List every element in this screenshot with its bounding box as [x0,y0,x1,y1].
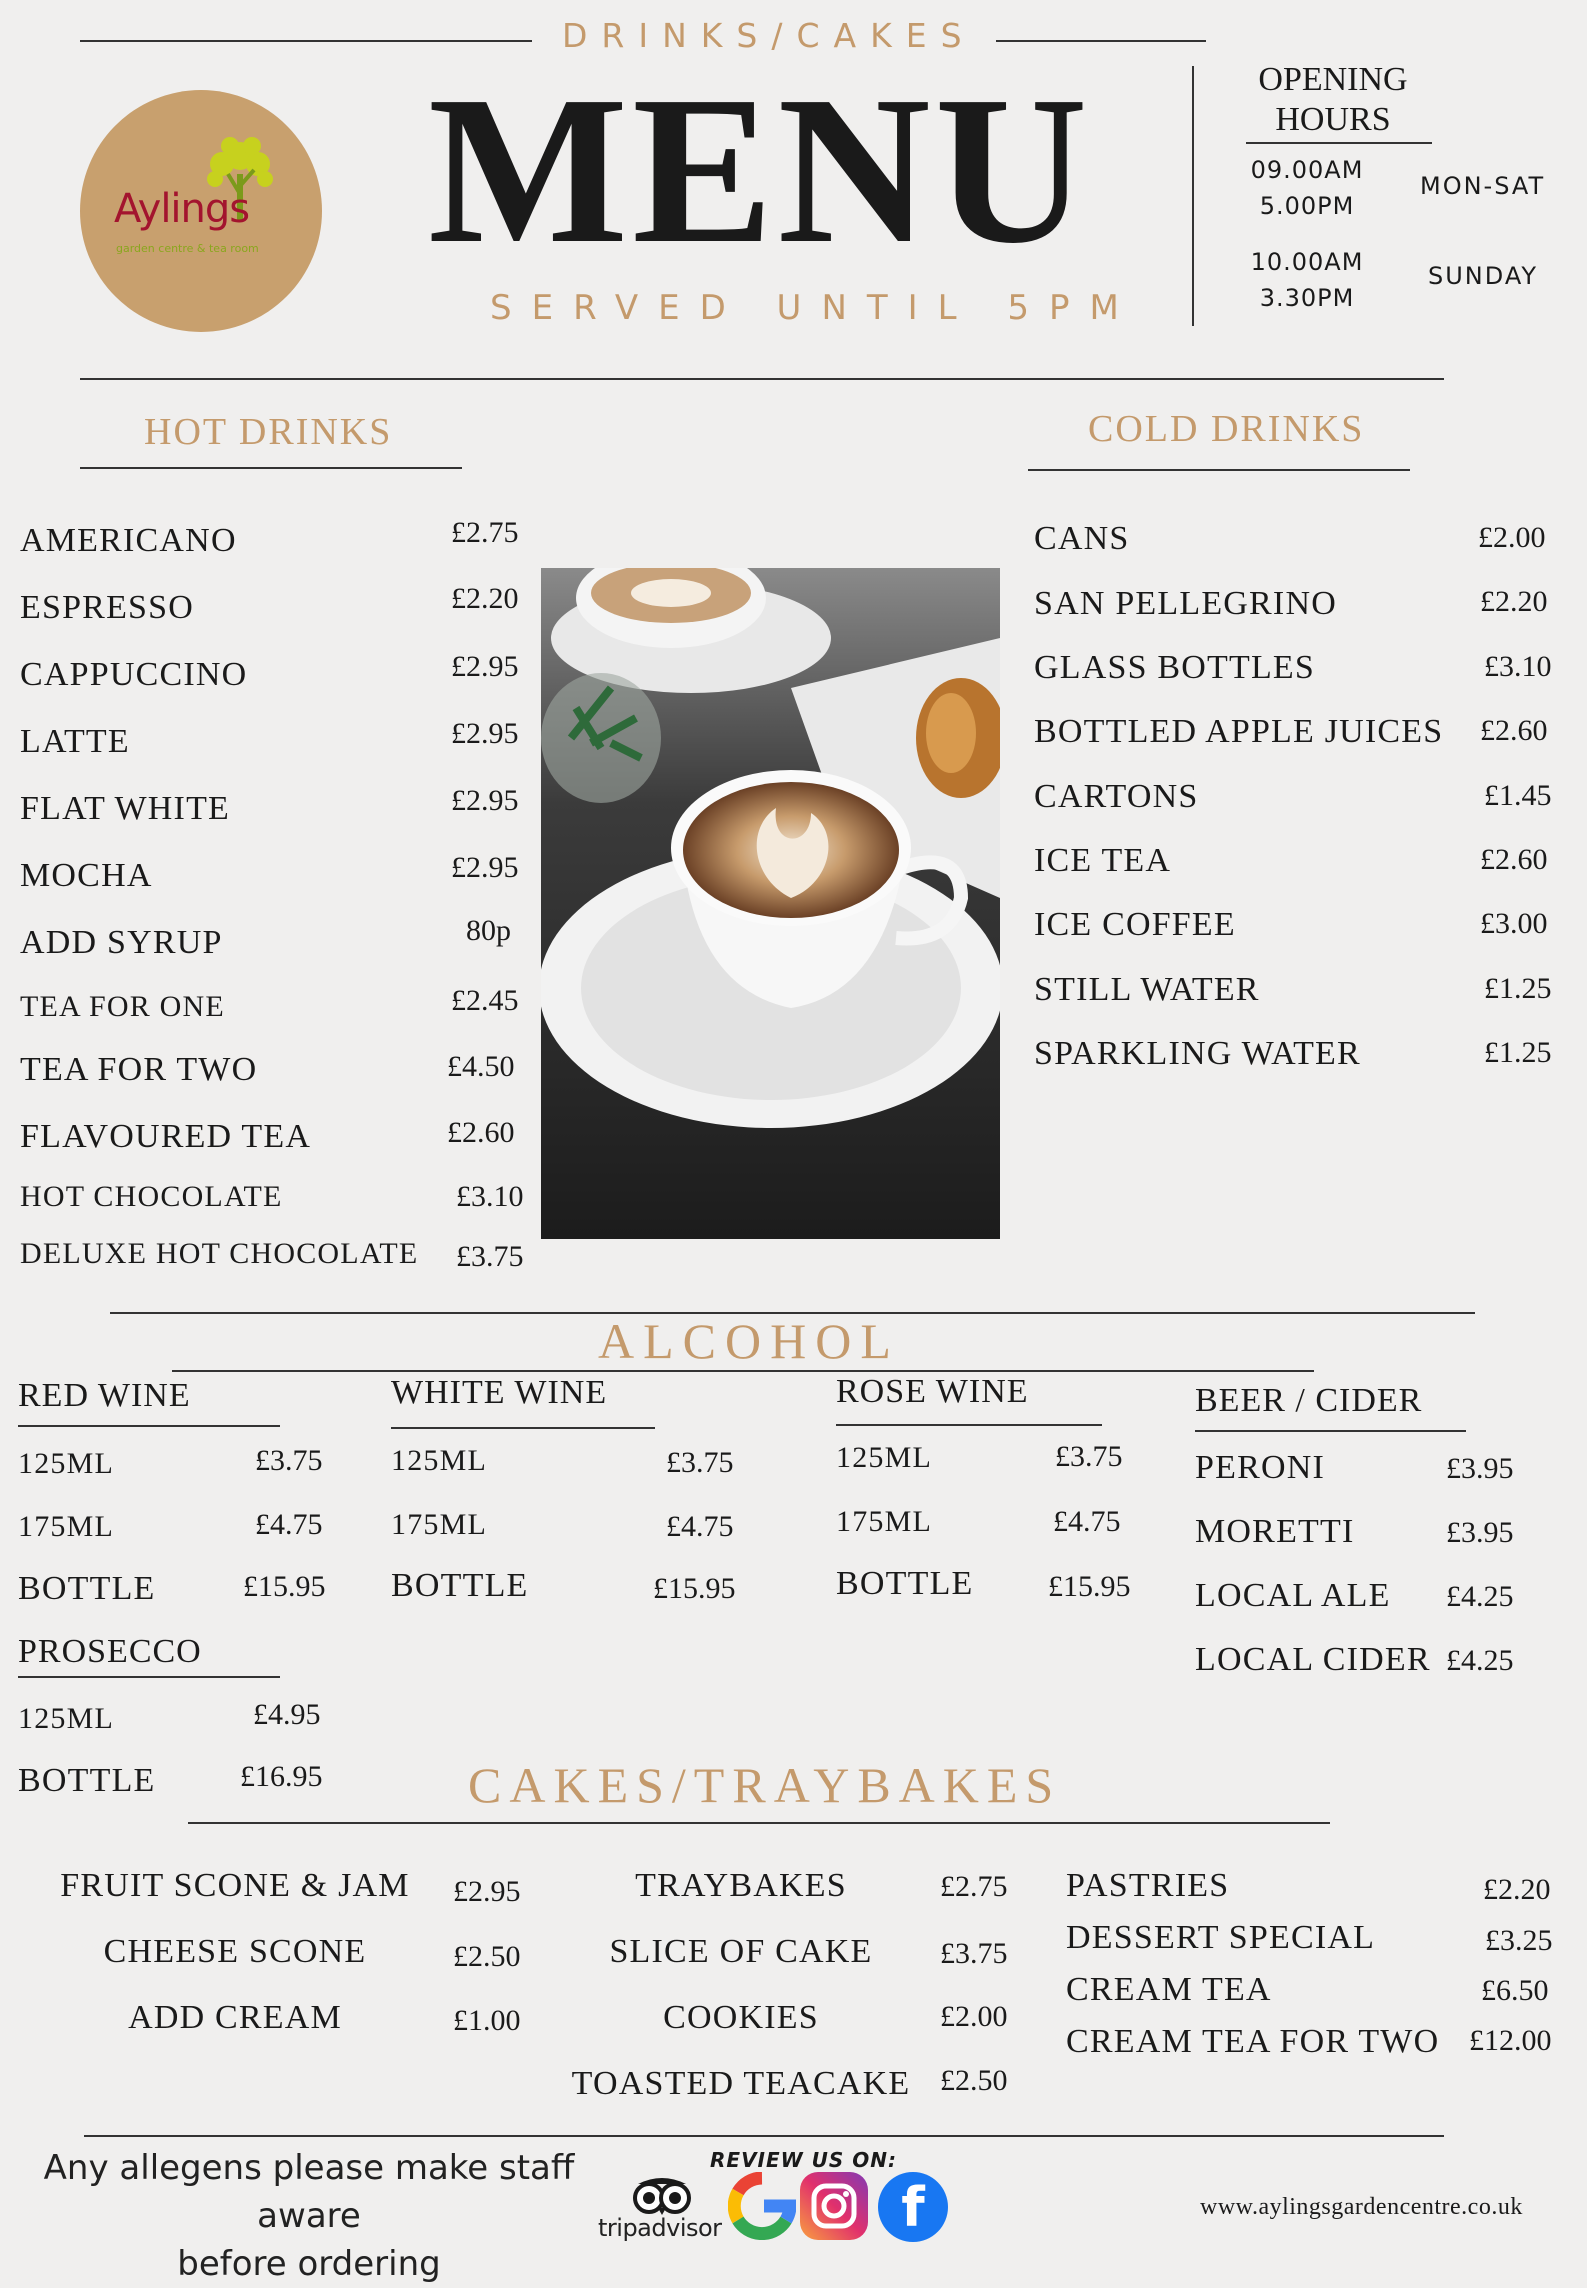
menu-item-name: BOTTLE [18,1762,156,1799]
menu-item-name: BOTTLE [836,1565,974,1602]
menu-item-price: £3.75 [1055,1440,1123,1473]
menu-item-name: TEA FOR TWO [20,1051,258,1088]
menu-item-name: FLAT WHITE [20,790,231,827]
menu-item-name: CREAM TEA FOR TWO [1066,2023,1440,2060]
menu-item-price: £2.50 [453,1940,521,1973]
menu-item-name: 175ML [836,1505,932,1538]
menu-item-price: £4.50 [447,1050,515,1083]
menu-item-price: £3.75 [940,1937,1008,1970]
menu-item-name: LATTE [20,723,130,760]
beer-cider-rule [1195,1430,1466,1432]
menu-item-name: TEA FOR ONE [20,990,225,1023]
menu-item-name: SAN PELLEGRINO [1034,585,1337,622]
menu-item-name: MOCHA [20,857,153,894]
tripadvisor-link[interactable] [598,2174,728,2244]
menu-item-price: £3.75 [255,1444,323,1477]
menu-item-price: £1.25 [1484,1036,1552,1069]
footer-rule [84,2135,1444,2137]
red-wine-heading: RED WINE [18,1377,191,1414]
header-rule-left [80,40,532,42]
google-icon [728,2172,796,2240]
menu-item-price: £4.75 [255,1508,323,1541]
menu-item-price: £3.25 [1485,1924,1553,1957]
google-link[interactable] [728,2172,796,2240]
menu-item-price: £4.25 [1446,1580,1514,1613]
alcohol-bottom-rule [172,1370,1314,1372]
opening-time-weekday: 09.00AM 5.00PM [1250,156,1364,220]
menu-item-name: AMERICANO [20,522,237,559]
menu-item-price: £3.10 [1484,650,1552,683]
rose-wine-rule [836,1424,1102,1426]
menu-item-price: £3.75 [456,1240,524,1273]
tripadvisor-label: tripadvisor [598,2214,722,2242]
menu-item-name: TOASTED TEACAKE [571,2065,911,2102]
instagram-icon [800,2172,868,2240]
white-wine-rule [391,1427,655,1429]
menu-item-price: £2.95 [451,650,519,683]
cakes-heading: CAKES/TRAYBAKES [468,1757,1062,1813]
opening-days-weekday: MON-SAT [1420,172,1546,200]
logo-brand: Aylings [114,186,250,232]
menu-item-price: £4.75 [666,1510,734,1543]
menu-item-price: £2.00 [940,2000,1008,2033]
menu-item-name: ESPRESSO [20,589,195,626]
opening-hours-divider [1192,66,1194,326]
menu-item-price: £4.75 [1053,1505,1121,1538]
menu-item-name: DESSERT SPECIAL [1066,1919,1376,1956]
beer-cider-heading: BEER / CIDER [1195,1382,1423,1419]
menu-item-name: PASTRIES [1066,1867,1230,1904]
menu-item-price: 80p [466,914,511,947]
menu-item-name: PERONI [1195,1449,1325,1486]
menu-item-price: £15.95 [243,1570,326,1603]
menu-item-price: £2.75 [940,1870,1008,1903]
menu-item-price: £2.20 [451,582,519,615]
facebook-icon: f [901,2176,925,2239]
menu-item-price: £2.45 [451,984,519,1017]
menu-item-name: BOTTLED APPLE JUICES [1034,713,1444,750]
review-label: REVIEW US ON: [710,2148,898,2172]
alcohol-heading: ALCOHOL [598,1313,900,1369]
logo-circle [80,90,322,332]
rose-wine-heading: ROSE WINE [836,1373,1029,1410]
allergens-notice: Any allegens please make staff aware before ordering [43,2148,575,2284]
website-link[interactable]: www.aylingsgardencentre.co.uk [1200,2194,1523,2220]
menu-item-name: HOT CHOCOLATE [20,1180,283,1213]
header-bottom-rule [80,378,1444,380]
menu-item-name: CARTONS [1034,778,1199,815]
menu-item-name: CREAM TEA [1066,1971,1272,2008]
hot-drinks-heading: HOT DRINKS [144,411,393,453]
menu-item-price: £15.95 [653,1572,736,1605]
menu-item-name: 125ML [18,1447,114,1480]
menu-item-name: SPARKLING WATER [1034,1035,1361,1072]
page-title: MENU [428,52,1092,287]
menu-item-name: ADD SYRUP [20,924,223,961]
menu-item-price: £16.95 [240,1760,323,1793]
menu-item-price: £3.95 [1446,1452,1514,1485]
hot-drinks-rule [80,467,462,469]
menu-item-name: BOTTLE [18,1570,156,1607]
menu-item-price: £1.45 [1484,779,1552,812]
menu-item-name: GLASS BOTTLES [1034,649,1316,686]
cold-drinks-heading: COLD DRINKS [1088,408,1365,450]
menu-item-price: £15.95 [1048,1570,1131,1603]
menu-item-name: MORETTI [1195,1513,1355,1550]
menu-item-name: TRAYBAKES [635,1867,847,1904]
menu-item-price: £2.20 [1483,1873,1551,1906]
tripadvisor-owl-icon [630,2174,694,2216]
cakes-rule [188,1822,1330,1824]
red-wine-rule [18,1425,280,1427]
menu-item-name: LOCAL ALE [1195,1577,1391,1614]
menu-item-name: 125ML [391,1444,487,1477]
menu-item-price: £3.00 [1480,907,1548,940]
menu-item-price: £2.60 [447,1116,515,1149]
menu-item-name: BOTTLE [391,1567,529,1604]
menu-item-price: £3.95 [1446,1516,1514,1549]
menu-item-price: £1.25 [1484,972,1552,1005]
menu-item-price: £2.95 [451,784,519,817]
menu-item-name: CHEESE SCONE [103,1933,367,1970]
opening-time-sunday: 10.00AM 3.30PM [1250,248,1364,312]
menu-item-name: 125ML [836,1441,932,1474]
menu-item-name: SLICE OF CAKE [609,1933,873,1970]
menu-item-price: £2.95 [451,717,519,750]
menu-item-price: £3.75 [666,1446,734,1479]
coffee-photo [541,568,1000,1239]
menu-item-price: £6.50 [1481,1974,1549,2007]
menu-item-price: £4.95 [253,1698,321,1731]
header-rule-right [996,40,1206,42]
menu-item-name: CAPPUCCINO [20,656,248,693]
menu-item-name: ICE COFFEE [1034,906,1236,943]
opening-hours-rule [1246,142,1432,144]
opening-days-sunday: SUNDAY [1428,262,1539,290]
logo-tagline: garden centre & tea room [116,242,259,255]
menu-item-name: ICE TEA [1034,842,1172,879]
menu-item-name: 175ML [391,1508,487,1541]
menu-item-price: £2.75 [451,516,519,549]
header-top-label: DRINKS/CAKES [562,16,976,55]
menu-item-price: £1.00 [453,2004,521,2037]
menu-item-price: £2.95 [453,1875,521,1908]
facebook-link[interactable] [878,2172,948,2242]
menu-item-price: £2.60 [1480,714,1548,747]
menu-item-price: £2.95 [451,851,519,884]
prosecco-rule [18,1676,280,1678]
menu-item-price: £12.00 [1469,2024,1552,2057]
opening-hours-heading: OPENING HOURS [1258,61,1408,138]
menu-item-price: £3.10 [456,1180,524,1213]
menu-item-price: £2.20 [1480,585,1548,618]
header-subtitle: SERVED UNTIL 5PM [490,288,1139,328]
white-wine-heading: WHITE WINE [391,1374,608,1411]
menu-item-name: LOCAL CIDER [1195,1641,1431,1678]
cold-drinks-rule [1028,469,1410,471]
menu-item-name: ADD CREAM [128,1999,342,2036]
menu-item-name: 125ML [18,1702,114,1735]
menu-item-name: DELUXE HOT CHOCOLATE [20,1237,419,1270]
menu-item-price: £2.50 [940,2064,1008,2097]
menu-item-price: £2.00 [1478,521,1546,554]
menu-item-name: COOKIES [663,1999,819,2036]
menu-item-name: 175ML [18,1510,114,1543]
menu-item-name: FRUIT SCONE & JAM [60,1867,410,1904]
menu-item-name: STILL WATER [1034,971,1260,1008]
menu-item-name: CANS [1034,520,1130,557]
instagram-link[interactable] [800,2172,868,2240]
prosecco-heading: PROSECCO [18,1633,202,1670]
menu-item-name: FLAVOURED TEA [20,1118,312,1155]
menu-item-price: £4.25 [1446,1644,1514,1677]
menu-item-price: £2.60 [1480,843,1548,876]
